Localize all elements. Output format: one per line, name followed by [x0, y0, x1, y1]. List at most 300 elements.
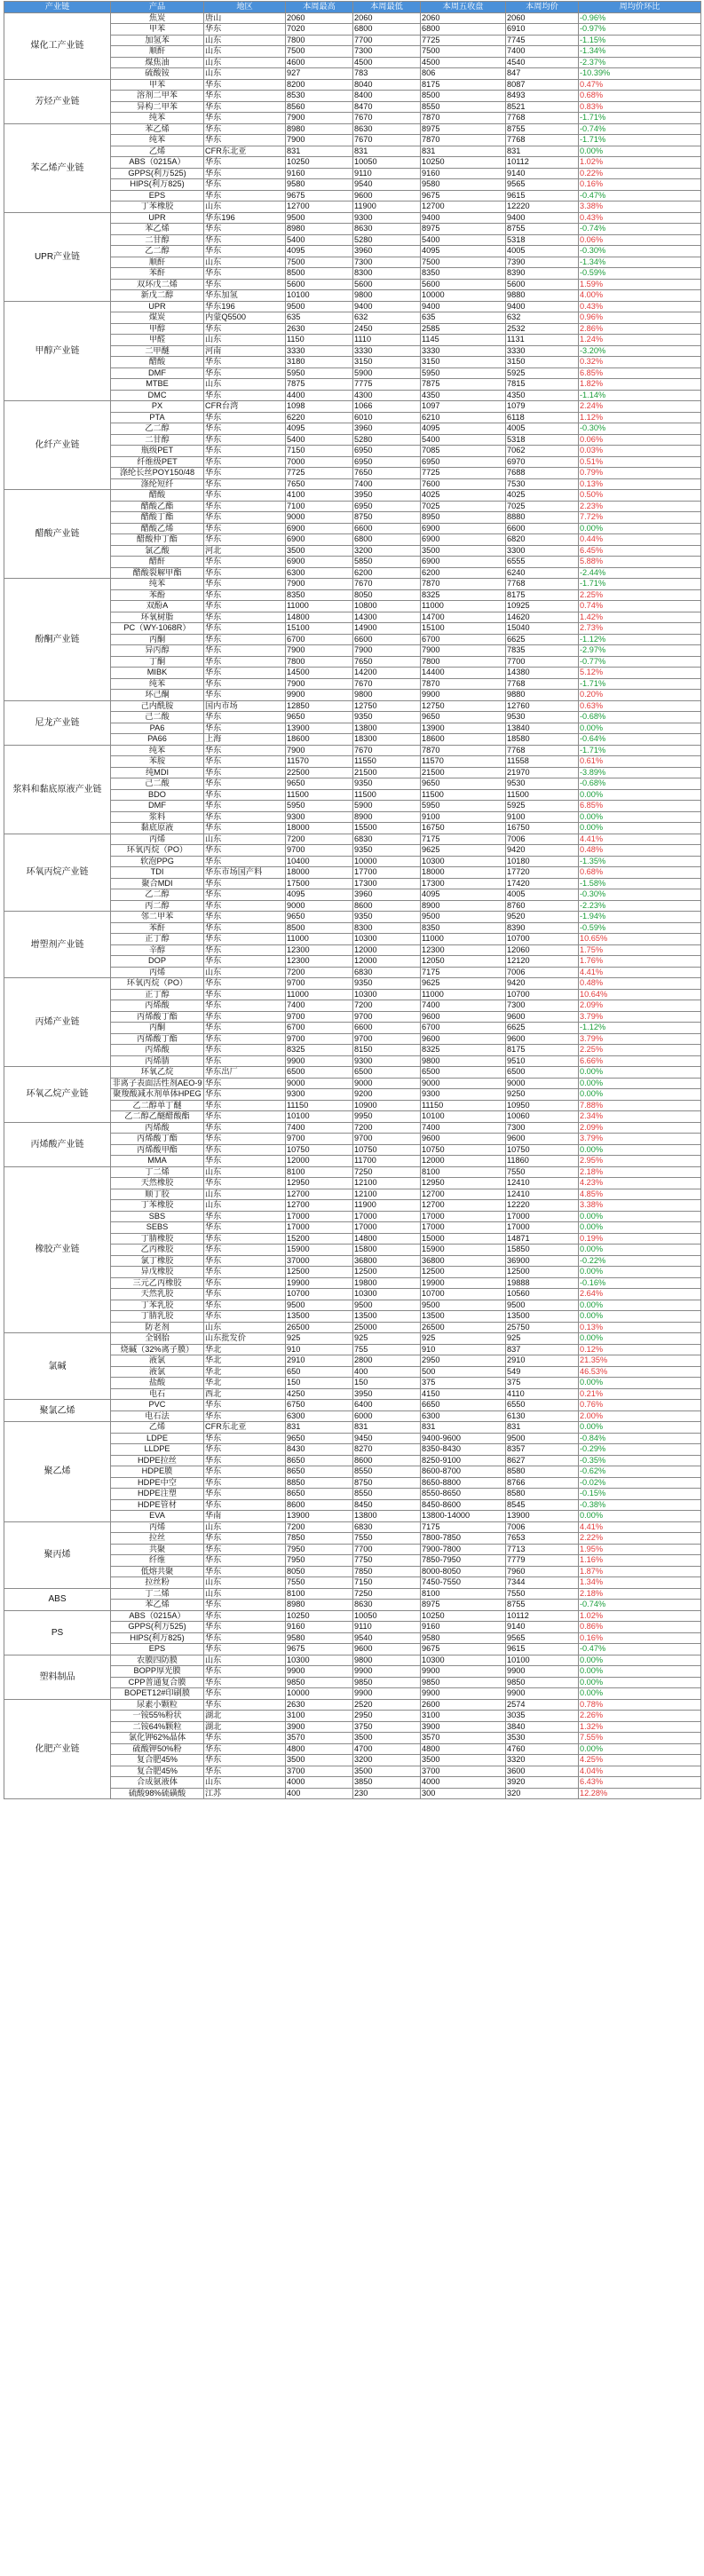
region-cell: 华东 [204, 1555, 286, 1567]
region-cell: 华东 [204, 1622, 286, 1633]
region-cell: 华东 [204, 224, 286, 235]
product-cell: 天然橡胶 [111, 1178, 204, 1189]
week-low-cell: 8150 [353, 1045, 421, 1056]
week-high-cell: 6300 [286, 567, 353, 579]
week-high-cell: 6700 [286, 634, 353, 645]
week-high-cell: 7020 [286, 24, 353, 36]
product-cell: 环氧丙烷（PO） [111, 978, 204, 990]
friday-close-cell: 7500 [421, 257, 506, 268]
wow-change-cell: 0.76% [579, 1400, 701, 1411]
friday-close-cell: 12750 [421, 700, 506, 712]
week-avg-cell: 6240 [506, 567, 579, 579]
week-high-cell: 8430 [286, 1444, 353, 1456]
week-high-cell: 10300 [286, 1655, 353, 1666]
wow-change-cell: 0.00% [579, 1222, 701, 1234]
product-cell: BOPET12#印刷膜 [111, 1688, 204, 1700]
product-cell: 乙二醇 [111, 423, 204, 435]
friday-close-cell: 12300 [421, 944, 506, 956]
week-high-cell: 8200 [286, 79, 353, 91]
week-low-cell: 4300 [353, 390, 421, 401]
week-high-cell: 10250 [286, 1610, 353, 1622]
week-high-cell: 10100 [286, 1111, 353, 1123]
product-cell: 丙酮 [111, 1023, 204, 1034]
region-cell: 山东 [204, 46, 286, 58]
week-avg-cell: 9900 [506, 1666, 579, 1678]
region-cell: 华东 [204, 944, 286, 956]
week-avg-cell: 21970 [506, 767, 579, 778]
friday-close-cell: 9580 [421, 179, 506, 191]
week-high-cell: 2910 [286, 1355, 353, 1367]
week-high-cell: 13900 [286, 1511, 353, 1522]
week-low-cell: 7400 [353, 478, 421, 490]
region-cell: 河北 [204, 545, 286, 557]
week-avg-cell: 7025 [506, 501, 579, 512]
region-cell: 华东 [204, 456, 286, 468]
wow-change-cell: -0.68% [579, 778, 701, 790]
week-avg-cell: 7344 [506, 1577, 579, 1589]
week-high-cell: 6900 [286, 534, 353, 546]
week-low-cell: 9700 [353, 1134, 421, 1145]
friday-close-cell: 18000 [421, 867, 506, 879]
week-low-cell: 9350 [353, 845, 421, 857]
week-high-cell: 11150 [286, 1100, 353, 1111]
wow-change-cell: 46.53% [579, 1366, 701, 1378]
friday-close-cell: 7400 [421, 1000, 506, 1012]
week-avg-cell: 2532 [506, 323, 579, 335]
region-cell: 华东 [204, 623, 286, 635]
friday-close-cell: 6700 [421, 634, 506, 645]
region-cell: 华东 [204, 1011, 286, 1023]
product-cell: MTBE [111, 379, 204, 391]
week-avg-cell: 10112 [506, 157, 579, 169]
week-low-cell: 10300 [353, 989, 421, 1000]
week-avg-cell: 831 [506, 146, 579, 157]
week-high-cell: 9160 [286, 1622, 353, 1633]
wow-change-cell: 2.23% [579, 501, 701, 512]
friday-close-cell: 8975 [421, 1600, 506, 1611]
week-high-cell: 12300 [286, 944, 353, 956]
week-low-cell: 11500 [353, 789, 421, 801]
region-cell: 华东 [204, 801, 286, 812]
region-cell: 华东 [204, 978, 286, 990]
header-wow-change: 周均价环比 [579, 2, 701, 13]
product-cell: 纯苯 [111, 113, 204, 124]
week-high-cell: 7800 [286, 35, 353, 46]
region-cell: 华东 [204, 1533, 286, 1545]
friday-close-cell: 13800-14000 [421, 1511, 506, 1522]
chain-cell: 环氧乙烷产业链 [4, 1067, 111, 1123]
region-cell: 华东 [204, 1267, 286, 1278]
region-cell: 华东 [204, 168, 286, 179]
region-cell: 华东 [204, 1400, 286, 1411]
wow-change-cell: -3.89% [579, 767, 701, 778]
week-avg-cell: 8545 [506, 1499, 579, 1511]
product-cell: HDPE管材 [111, 1499, 204, 1511]
product-cell: 盐酸 [111, 1378, 204, 1389]
product-cell: 丁苯橡胶 [111, 201, 204, 213]
week-low-cell: 8630 [353, 224, 421, 235]
friday-close-cell: 1097 [421, 401, 506, 413]
wow-change-cell: -0.30% [579, 246, 701, 257]
product-cell: EPS [111, 1644, 204, 1655]
region-cell: 山东 [204, 1166, 286, 1178]
region-cell: 华北 [204, 1355, 286, 1367]
friday-close-cell: 6900 [421, 523, 506, 534]
week-avg-cell: 6550 [506, 1400, 579, 1411]
product-cell: 氯丁橡胶 [111, 1255, 204, 1267]
product-cell: 丁二烯 [111, 1588, 204, 1600]
week-low-cell: 7650 [353, 656, 421, 668]
region-cell: 华东 [204, 1455, 286, 1466]
friday-close-cell: 806 [421, 68, 506, 80]
chain-cell: 芳烃产业链 [4, 79, 111, 123]
region-cell: 华东 [204, 778, 286, 790]
week-avg-cell: 1079 [506, 401, 579, 413]
week-high-cell: 8980 [286, 123, 353, 135]
product-cell: 硫酸钾50%粉 [111, 1743, 204, 1755]
week-avg-cell: 7006 [506, 834, 579, 845]
week-low-cell: 9800 [353, 690, 421, 701]
week-high-cell: 11000 [286, 601, 353, 612]
week-avg-cell: 12500 [506, 1267, 579, 1278]
friday-close-cell: 4095 [421, 889, 506, 901]
friday-close-cell: 17000 [421, 1211, 506, 1222]
product-cell: HDPE注塑 [111, 1489, 204, 1500]
week-avg-cell: 7390 [506, 257, 579, 268]
product-cell: MIBK [111, 668, 204, 679]
product-cell: 甲苯 [111, 79, 204, 91]
week-avg-cell: 10180 [506, 856, 579, 867]
week-avg-cell: 9615 [506, 190, 579, 201]
week-avg-cell: 6118 [506, 412, 579, 423]
wow-change-cell: -0.68% [579, 712, 701, 723]
week-avg-cell: 831 [506, 1422, 579, 1434]
week-avg-cell: 7960 [506, 1566, 579, 1577]
region-cell: 山东批发价 [204, 1333, 286, 1345]
chain-cell: ABS [4, 1588, 111, 1610]
chain-cell: 煤化工产业链 [4, 12, 111, 79]
week-low-cell: 8900 [353, 811, 421, 823]
region-cell: 华东 [204, 579, 286, 590]
region-cell: 华东 [204, 567, 286, 579]
week-low-cell: 9350 [353, 978, 421, 990]
week-high-cell: 15900 [286, 1245, 353, 1256]
price-table-wrapper [4, 1, 700, 1799]
week-avg-cell: 3530 [506, 1733, 579, 1744]
wow-change-cell: -0.47% [579, 1644, 701, 1655]
week-low-cell: 2060 [353, 12, 421, 24]
wow-change-cell: 2.24% [579, 401, 701, 413]
week-low-cell: 4700 [353, 1743, 421, 1755]
week-high-cell: 8325 [286, 1045, 353, 1056]
friday-close-cell: 7450-7550 [421, 1577, 506, 1589]
product-cell: 苯酚 [111, 589, 204, 601]
wow-change-cell: 4.41% [579, 967, 701, 978]
wow-change-cell: -1.71% [579, 579, 701, 590]
week-high-cell: 10400 [286, 856, 353, 867]
week-high-cell: 7400 [286, 1000, 353, 1012]
friday-close-cell: 8550-8650 [421, 1489, 506, 1500]
region-cell: 华东 [204, 24, 286, 36]
region-cell: 上海 [204, 734, 286, 746]
friday-close-cell: 3500 [421, 1755, 506, 1766]
wow-change-cell: 6.45% [579, 545, 701, 557]
product-cell: PVC [111, 1400, 204, 1411]
product-cell: 丁酮 [111, 656, 204, 668]
week-high-cell: 7100 [286, 501, 353, 512]
friday-close-cell: 8450-8600 [421, 1499, 506, 1511]
wow-change-cell: 0.13% [579, 478, 701, 490]
region-cell: 华东196 [204, 212, 286, 224]
week-low-cell: 9450 [353, 1433, 421, 1444]
table-row [4, 579, 701, 590]
friday-close-cell: 9400 [421, 212, 506, 224]
week-avg-cell: 9600 [506, 1011, 579, 1023]
friday-close-cell: 14700 [421, 612, 506, 623]
week-high-cell: 1098 [286, 401, 353, 413]
product-cell: 二甘醇 [111, 434, 204, 446]
week-high-cell: 7850 [286, 1533, 353, 1545]
product-cell: DOP [111, 956, 204, 968]
wow-change-cell: 2.95% [579, 1156, 701, 1167]
week-low-cell: 8600 [353, 1455, 421, 1466]
week-low-cell: 230 [353, 1788, 421, 1799]
week-high-cell: 3100 [286, 1711, 353, 1722]
product-cell: 乙二醇 [111, 246, 204, 257]
wow-change-cell: 0.00% [579, 1211, 701, 1222]
product-cell: 邻二甲苯 [111, 912, 204, 923]
week-high-cell: 831 [286, 1422, 353, 1434]
table-row [4, 123, 701, 135]
product-cell: 乙二醇单丁醚 [111, 1100, 204, 1111]
week-high-cell: 6900 [286, 523, 353, 534]
week-low-cell: 8550 [353, 1489, 421, 1500]
product-cell: 丙烯酸丁酯 [111, 1134, 204, 1145]
week-high-cell: 831 [286, 146, 353, 157]
region-cell: 华东 [204, 811, 286, 823]
wow-change-cell: -0.77% [579, 656, 701, 668]
week-high-cell: 8560 [286, 101, 353, 113]
week-low-cell: 7300 [353, 257, 421, 268]
product-cell: EPS [111, 190, 204, 201]
wow-change-cell: 0.63% [579, 700, 701, 712]
week-low-cell: 9300 [353, 1055, 421, 1067]
week-low-cell: 7250 [353, 1166, 421, 1178]
wow-change-cell: 2.26% [579, 1711, 701, 1722]
wow-change-cell: -0.35% [579, 1455, 701, 1466]
wow-change-cell: -0.15% [579, 1489, 701, 1500]
product-cell: 丁腈乳胶 [111, 1311, 204, 1323]
product-cell: 顺酐 [111, 46, 204, 58]
region-cell: 华东 [204, 279, 286, 290]
friday-close-cell: 7400 [421, 1122, 506, 1134]
region-cell: 华东 [204, 1033, 286, 1045]
week-avg-cell: 837 [506, 1344, 579, 1355]
week-low-cell: 7850 [353, 1566, 421, 1577]
friday-close-cell: 9400-9600 [421, 1433, 506, 1444]
friday-close-cell: 8550 [421, 101, 506, 113]
week-low-cell: 17000 [353, 1222, 421, 1234]
friday-close-cell: 831 [421, 1422, 506, 1434]
product-cell: 丁苯橡胶 [111, 1200, 204, 1212]
product-cell: BOPP厚光膜 [111, 1666, 204, 1678]
week-avg-cell: 8087 [506, 79, 579, 91]
week-low-cell: 8630 [353, 1600, 421, 1611]
product-cell: 天然乳胶 [111, 1289, 204, 1300]
wow-change-cell: -2.97% [579, 645, 701, 657]
product-cell: 涤纶短纤 [111, 478, 204, 490]
region-cell: 华东加氢 [204, 290, 286, 302]
week-avg-cell: 8357 [506, 1444, 579, 1456]
product-cell: HIPS(利万825) [111, 179, 204, 191]
table-row [4, 1122, 701, 1134]
product-cell: 复合肥45% [111, 1766, 204, 1777]
week-low-cell: 14300 [353, 612, 421, 623]
wow-change-cell: 1.34% [579, 1577, 701, 1589]
friday-close-cell: 3100 [421, 1711, 506, 1722]
week-high-cell: 3330 [286, 345, 353, 357]
product-cell: 尿素小颗粒 [111, 1699, 204, 1711]
week-high-cell: 9500 [286, 301, 353, 312]
week-low-cell: 17700 [353, 867, 421, 879]
region-cell: 山东 [204, 35, 286, 46]
week-avg-cell: 7835 [506, 645, 579, 657]
week-avg-cell: 10950 [506, 1100, 579, 1111]
region-cell: 华东 [204, 767, 286, 778]
week-high-cell: 18000 [286, 823, 353, 834]
region-cell: 华东 [204, 91, 286, 102]
product-cell: 苯乙烯 [111, 224, 204, 235]
product-cell: 纤维 [111, 1555, 204, 1567]
week-high-cell: 4095 [286, 423, 353, 435]
week-avg-cell: 375 [506, 1378, 579, 1389]
wow-change-cell: -2.37% [579, 57, 701, 68]
week-high-cell: 11570 [286, 756, 353, 768]
region-cell: 山东 [204, 834, 286, 845]
week-avg-cell: 9850 [506, 1677, 579, 1688]
week-high-cell: 7950 [286, 1544, 353, 1555]
week-avg-cell: 11558 [506, 756, 579, 768]
week-high-cell: 4100 [286, 490, 353, 502]
wow-change-cell: 0.74% [579, 601, 701, 612]
product-cell: 电石法 [111, 1410, 204, 1422]
week-high-cell: 9700 [286, 1134, 353, 1145]
region-cell: 山东 [204, 1588, 286, 1600]
friday-close-cell: 6500 [421, 1067, 506, 1079]
friday-close-cell: 8950 [421, 512, 506, 524]
wow-change-cell: 4.25% [579, 1755, 701, 1766]
region-cell: 山东 [204, 967, 286, 978]
week-high-cell: 925 [286, 1333, 353, 1345]
region-cell: 山东 [204, 379, 286, 391]
friday-close-cell: 8350-8430 [421, 1444, 506, 1456]
week-low-cell: 10900 [353, 1100, 421, 1111]
week-avg-cell: 6500 [506, 1067, 579, 1079]
friday-close-cell: 10000 [421, 290, 506, 302]
friday-close-cell: 4095 [421, 246, 506, 257]
week-avg-cell: 5925 [506, 801, 579, 812]
week-low-cell: 6200 [353, 567, 421, 579]
week-high-cell: 4250 [286, 1388, 353, 1400]
friday-close-cell: 8250-9100 [421, 1455, 506, 1466]
week-low-cell: 11700 [353, 1156, 421, 1167]
wow-change-cell: 0.43% [579, 212, 701, 224]
week-low-cell: 400 [353, 1366, 421, 1378]
friday-close-cell: 8650-8800 [421, 1477, 506, 1489]
week-high-cell: 7200 [286, 967, 353, 978]
friday-close-cell: 3150 [421, 357, 506, 368]
region-cell: 华东 [204, 557, 286, 568]
region-cell: 华东 [204, 157, 286, 169]
week-low-cell: 12100 [353, 1189, 421, 1200]
week-high-cell: 6750 [286, 1400, 353, 1411]
wow-change-cell: -1.35% [579, 856, 701, 867]
friday-close-cell: 7175 [421, 834, 506, 845]
wow-change-cell: 0.68% [579, 867, 701, 879]
wow-change-cell: -1.12% [579, 634, 701, 645]
product-cell: DMF [111, 367, 204, 379]
week-low-cell: 10750 [353, 1144, 421, 1156]
week-low-cell: 3200 [353, 1755, 421, 1766]
region-cell: 华东 [204, 490, 286, 502]
week-avg-cell: 9500 [506, 1300, 579, 1311]
friday-close-cell: 9625 [421, 845, 506, 857]
week-high-cell: 12700 [286, 1189, 353, 1200]
week-avg-cell: 12410 [506, 1189, 579, 1200]
week-high-cell: 9500 [286, 1300, 353, 1311]
friday-close-cell: 300 [421, 1788, 506, 1799]
week-low-cell: 6800 [353, 24, 421, 36]
friday-close-cell: 8100 [421, 1166, 506, 1178]
wow-change-cell: 0.03% [579, 446, 701, 457]
friday-close-cell: 7900 [421, 645, 506, 657]
week-avg-cell: 7713 [506, 1544, 579, 1555]
week-low-cell: 12000 [353, 956, 421, 968]
week-avg-cell: 4760 [506, 1743, 579, 1755]
region-cell: 山东 [204, 335, 286, 346]
week-high-cell: 7800 [286, 656, 353, 668]
week-low-cell: 9700 [353, 1011, 421, 1023]
week-high-cell: 4400 [286, 390, 353, 401]
product-cell: 辛醇 [111, 944, 204, 956]
week-avg-cell: 9140 [506, 1622, 579, 1633]
week-high-cell: 6500 [286, 1067, 353, 1079]
friday-close-cell: 12000 [421, 1156, 506, 1167]
region-cell: CFR东北亚 [204, 1422, 286, 1434]
week-low-cell: 6830 [353, 834, 421, 845]
week-avg-cell: 12220 [506, 201, 579, 213]
week-low-cell: 11900 [353, 1200, 421, 1212]
wow-change-cell: 1.59% [579, 279, 701, 290]
product-cell: ABS（0215A） [111, 157, 204, 169]
week-low-cell: 6600 [353, 634, 421, 645]
wow-change-cell: -0.64% [579, 734, 701, 746]
wow-change-cell: 0.32% [579, 357, 701, 368]
friday-close-cell: 6900 [421, 557, 506, 568]
product-cell: 液氯 [111, 1355, 204, 1367]
week-avg-cell: 17720 [506, 867, 579, 879]
friday-close-cell: 9300 [421, 1089, 506, 1101]
wow-change-cell: 1.76% [579, 956, 701, 968]
region-cell: 山东 [204, 1200, 286, 1212]
week-low-cell: 13500 [353, 1311, 421, 1323]
week-low-cell: 8400 [353, 91, 421, 102]
week-high-cell: 7200 [286, 1521, 353, 1533]
week-avg-cell: 6820 [506, 534, 579, 546]
region-cell: 华东 [204, 723, 286, 734]
week-high-cell: 6900 [286, 557, 353, 568]
week-low-cell: 9900 [353, 1666, 421, 1678]
